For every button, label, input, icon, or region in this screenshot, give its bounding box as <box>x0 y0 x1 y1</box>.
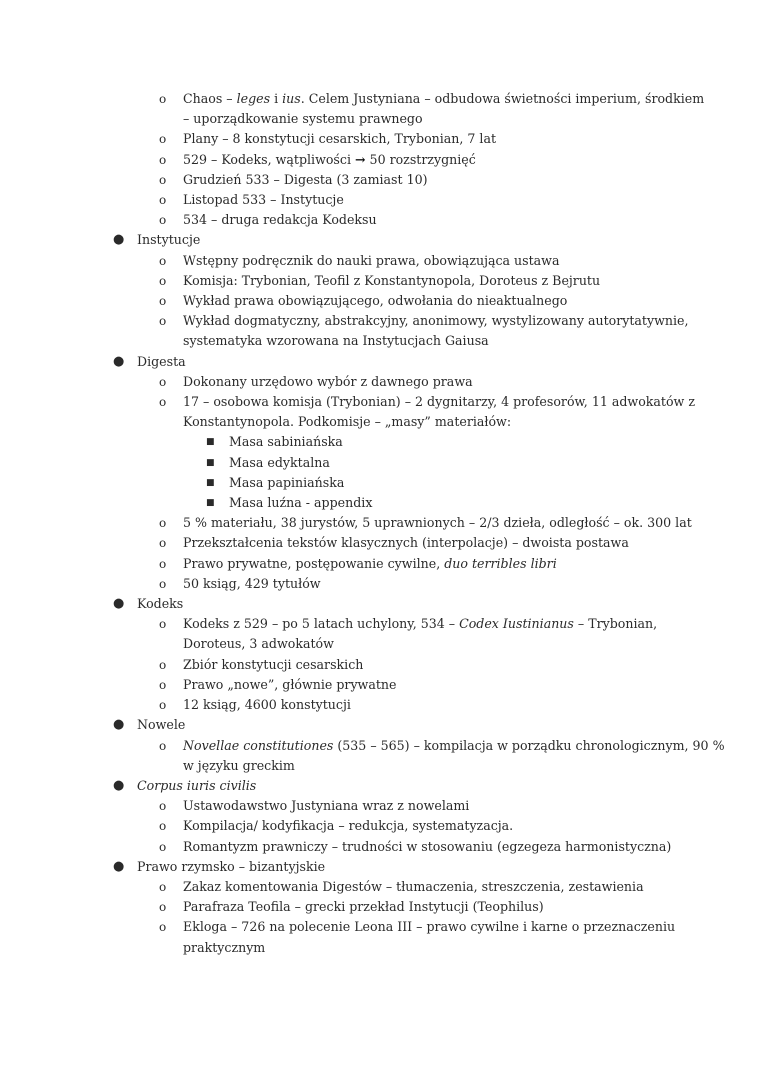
list-item: o Listopad 533 – Instytucje <box>0 190 760 210</box>
circle-bullet-icon: o <box>159 152 167 167</box>
list-item: o 529 – Kodeks, wątpliwości → 50 rozstrzygnięć <box>0 150 760 170</box>
arrow-right-icon: → <box>354 151 366 167</box>
list-item: o 534 – druga redakcja Kodeksu <box>0 210 760 230</box>
circle-bullet-icon: o <box>159 879 167 894</box>
list-item: o Grudzień 533 – Digesta (3 zamiast 10) <box>0 170 760 190</box>
list-item: o Prawo „nowe”, głównie prywatne <box>0 675 760 695</box>
section-heading-nowele: ● Nowele <box>0 715 760 735</box>
list-item-continuation: w języku greckim <box>183 757 295 773</box>
list-item: o Prawo prywatne, postępowanie cywilne, duo terribles libri <box>0 554 760 574</box>
list-item: o Zakaz komentowania Digestów – tłumaczenia, streszczenia, zestawienia <box>0 877 760 897</box>
disc-bullet-icon: ● <box>113 777 125 793</box>
list-item: o Zbiór konstytucji cesarskich <box>0 655 760 675</box>
circle-bullet-icon: o <box>159 92 167 106</box>
circle-bullet-icon: o <box>159 516 167 531</box>
section-heading-digesta: ● Digesta <box>0 352 760 372</box>
circle-bullet-icon: o <box>159 253 167 268</box>
list-item: o Parafraza Teofila – grecki przekład Instytucji (Teophilus) <box>0 897 760 917</box>
circle-bullet-icon: o <box>159 799 167 814</box>
circle-bullet-icon: o <box>159 213 167 228</box>
circle-bullet-icon: o <box>159 698 167 713</box>
circle-bullet-icon: o <box>159 576 167 591</box>
circle-bullet-icon: o <box>159 819 167 834</box>
square-bullet-icon: ■ <box>206 498 215 509</box>
disc-bullet-icon: ● <box>113 353 125 369</box>
circle-bullet-icon: o <box>159 657 167 672</box>
list-item: o Ustawodawstwo Justyniana wraz z nowelami <box>0 796 760 816</box>
square-bullet-icon: ■ <box>206 437 215 448</box>
circle-bullet-icon: o <box>159 617 167 632</box>
list-item: o Wstępny podręcznik do nauki prawa, obowiązująca ustawa <box>0 251 760 271</box>
sub-list-item: ■ Masa papiniańska <box>0 473 760 493</box>
list-item-continuation: Doroteus, 3 adwokatów <box>183 636 334 652</box>
list-item-continuation: – uporządkowanie systemu prawnego <box>183 111 423 127</box>
list-item: o Plany – 8 konstytucji cesarskich, Trybonian, 7 lat <box>0 129 760 149</box>
list-item: o Przekształcenia tekstów klasycznych (interpolacje) – dwoista postawa <box>0 533 760 553</box>
sub-list-item: ■ Masa sabiniańska <box>0 432 760 452</box>
list-item: o Wykład prawa obowiązującego, odwołania do nieaktualnego <box>0 291 760 311</box>
sub-list-item: ■ Masa luźna - appendix <box>0 493 760 513</box>
list-item-continuation: praktycznym <box>183 939 266 955</box>
circle-bullet-icon: o <box>159 900 167 915</box>
circle-bullet-icon: o <box>159 738 167 753</box>
list-item: o Kodeks z 529 – po 5 latach uchylony, 534 – Codex Iustinianus – Trybonian, <box>0 614 760 634</box>
circle-bullet-icon: o <box>159 395 167 410</box>
list-item-continuation: systematyka wzorowana na Instytucjach Gaiusa <box>183 333 489 349</box>
sub-list-item: ■ Masa edyktalna <box>0 453 760 473</box>
circle-bullet-icon: o <box>159 374 167 389</box>
list-item: o Dokonany urzędowo wybór z dawnego prawa <box>0 372 760 392</box>
section-heading-kodeks: ● Kodeks <box>0 594 760 614</box>
square-bullet-icon: ■ <box>206 477 215 488</box>
list-item: o Wykład dogmatyczny, abstrakcyjny, anonimowy, wystylizowany autorytatywnie, <box>0 311 760 331</box>
list-item: o Komisja: Trybonian, Teofil z Konstantynopola, Doroteus z Bejrutu <box>0 271 760 291</box>
list-item: o 17 – osobowa komisja (Trybonian) – 2 dygnitarzy, 4 profesorów, 11 adwokatów z <box>0 392 760 412</box>
circle-bullet-icon: o <box>159 193 167 208</box>
section-heading-corpus: ● Corpus iuris civilis <box>0 776 760 796</box>
circle-bullet-icon: o <box>159 677 167 692</box>
section-heading-bizant: ● Prawo rzymsko – bizantyjskie <box>0 857 760 877</box>
list-item: o 5 % materiału, 38 jurystów, 5 uprawnionych – 2/3 dzieła, odległość – ok. 300 lat <box>0 513 760 533</box>
circle-bullet-icon: o <box>159 294 167 309</box>
circle-bullet-icon: o <box>159 839 167 854</box>
disc-bullet-icon: ● <box>113 858 125 874</box>
circle-bullet-icon: o <box>159 556 167 571</box>
list-item: o 12 ksiąg, 4600 konstytucji <box>0 695 760 715</box>
list-item: o Romantyzm prawniczy – trudności w stosowaniu (egzegeza harmonistyczna) <box>0 837 760 857</box>
square-bullet-icon: ■ <box>206 457 215 468</box>
list-item: o 50 ksiąg, 429 tytułów <box>0 574 760 594</box>
lecture-notes-outline <box>0 89 760 958</box>
list-item-continuation: Konstantynopola. Podkomisje – „masy” materiałów: <box>183 414 512 430</box>
disc-bullet-icon: ● <box>113 232 125 248</box>
list-item: o Chaos – leges i ius. Celem Justyniana – odbudowa świetności imperium, środkiem <box>0 89 760 109</box>
circle-bullet-icon: o <box>159 536 167 551</box>
list-item: o Ekloga – 726 na polecenie Leona III – prawo cywilne i karne o przeznaczeniu <box>0 917 760 937</box>
circle-bullet-icon: o <box>159 172 167 187</box>
list-item: o Novellae constitutiones (535 – 565) – kompilacja w porządku chronologicznym, 90 % <box>0 736 760 756</box>
circle-bullet-icon: o <box>159 132 167 147</box>
circle-bullet-icon: o <box>159 314 167 329</box>
circle-bullet-icon: o <box>159 920 167 935</box>
disc-bullet-icon: ● <box>113 717 125 733</box>
circle-bullet-icon: o <box>159 273 167 288</box>
list-item: o Kompilacja/ kodyfikacja – redukcja, systematyzacja. <box>0 816 760 836</box>
section-heading-instytucje: ● Instytucje <box>0 230 760 250</box>
disc-bullet-icon: ● <box>113 596 125 612</box>
